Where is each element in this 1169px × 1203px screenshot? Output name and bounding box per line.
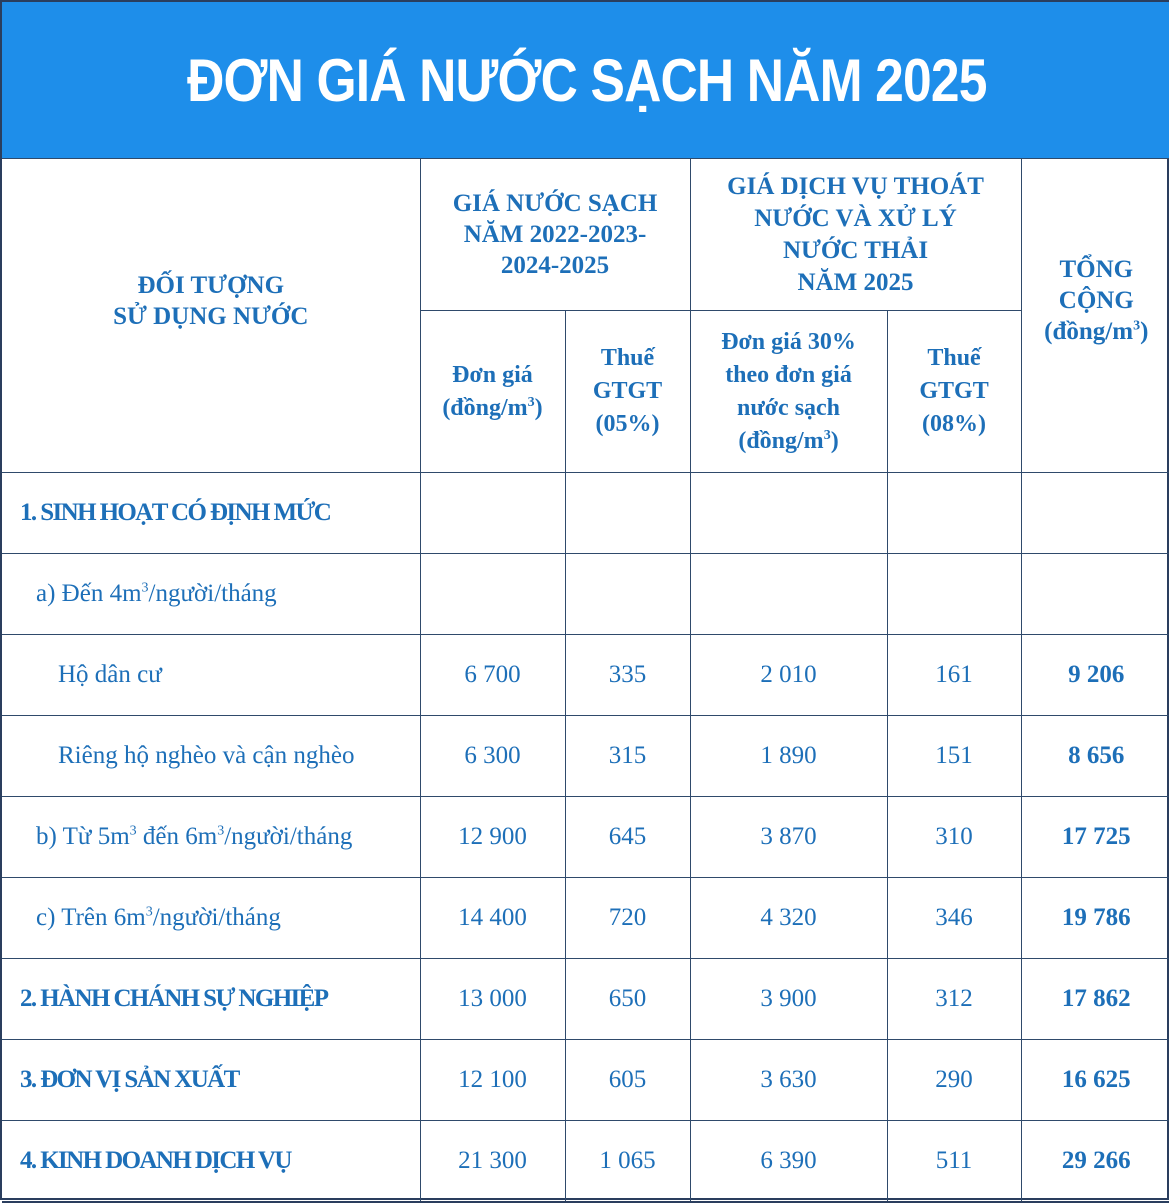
row-label: Riêng hộ nghèo và cận nghèo bbox=[2, 716, 420, 797]
cell-water-price bbox=[420, 554, 565, 635]
page-title: ĐƠN GIÁ NƯỚC SẠCH NĂM 2025 bbox=[186, 46, 987, 114]
cell-drainage-price: 4 320 bbox=[690, 878, 887, 959]
cell-water-vat: 645 bbox=[565, 797, 690, 878]
cell-water-vat bbox=[565, 554, 690, 635]
cell-drainage-price: 2 010 bbox=[690, 635, 887, 716]
header-water-vat: Thuế GTGT (05%) bbox=[565, 311, 690, 473]
table-row bbox=[2, 797, 1169, 878]
table-row bbox=[2, 878, 1169, 959]
cell-water-price: 13 000 bbox=[420, 959, 565, 1040]
cell-water-price: 12 900 bbox=[420, 797, 565, 878]
table-row bbox=[2, 635, 1169, 716]
cell-drainage-price: 3 900 bbox=[690, 959, 887, 1040]
row-label: c) Trên $6m^3/người$/tháng bbox=[2, 878, 420, 959]
cell-drainage-price: 3 630 bbox=[690, 1040, 887, 1121]
cell-water-vat: 650 bbox=[565, 959, 690, 1040]
row-label: 1. SINH HOẠT CÓ ĐỊNH MỨC bbox=[2, 473, 420, 554]
cell-drainage-price: 6 390 bbox=[690, 1121, 887, 1203]
cell-total bbox=[1021, 554, 1169, 635]
cell-water-vat: 605 bbox=[565, 1040, 690, 1121]
row-label: Hộ dân cư bbox=[2, 635, 420, 716]
cell-water-vat bbox=[565, 473, 690, 554]
cell-total: 16 625 bbox=[1021, 1040, 1169, 1121]
cell-water-vat: 720 bbox=[565, 878, 690, 959]
cell-drainage-vat bbox=[887, 554, 1021, 635]
cell-total: 17 862 bbox=[1021, 959, 1169, 1040]
cell-drainage-vat: 161 bbox=[887, 635, 1021, 716]
header-drainage-price: Đơn giá 30% theo đơn giá nước sạch $(đồng/m^3)$ bbox=[690, 311, 887, 473]
cell-drainage-price: 3 870 bbox=[690, 797, 887, 878]
cell-drainage-price bbox=[690, 554, 887, 635]
cell-total bbox=[1021, 473, 1169, 554]
price-table bbox=[2, 158, 1169, 1203]
row-label: b) Từ $5m^3$ đến $6m^3/người$/tháng bbox=[2, 797, 420, 878]
header-water-group: GIÁ NƯỚC SẠCH NĂM 2022-2023- 2024-2025 bbox=[420, 159, 690, 311]
row-label: a) Đến $4m^3/người$/tháng bbox=[2, 554, 420, 635]
cell-water-vat: 335 bbox=[565, 635, 690, 716]
table-row bbox=[2, 1040, 1169, 1121]
cell-water-price: 12 100 bbox=[420, 1040, 565, 1121]
table-row bbox=[2, 716, 1169, 797]
table-body bbox=[2, 473, 1169, 1203]
header-total: TỔNG CỘNG $(đồng/m^3)$ bbox=[1021, 159, 1169, 473]
title-banner bbox=[2, 2, 1169, 158]
cell-water-vat: 315 bbox=[565, 716, 690, 797]
cell-drainage-vat: 310 bbox=[887, 797, 1021, 878]
cell-drainage-price bbox=[690, 473, 887, 554]
header-drainage-vat: Thuế GTGT (08%) bbox=[887, 311, 1021, 473]
cell-water-price bbox=[420, 473, 565, 554]
cell-water-price: 21 300 bbox=[420, 1121, 565, 1203]
cell-total: 29 266 bbox=[1021, 1121, 1169, 1203]
cell-drainage-vat: 290 bbox=[887, 1040, 1021, 1121]
cell-drainage-vat: 151 bbox=[887, 716, 1021, 797]
cell-water-price: 6 300 bbox=[420, 716, 565, 797]
cell-drainage-vat: 511 bbox=[887, 1121, 1021, 1203]
row-label: 2. HÀNH CHÁNH SỰ NGHIỆP bbox=[2, 959, 420, 1040]
cell-total: 19 786 bbox=[1021, 878, 1169, 959]
cell-total: 8 656 bbox=[1021, 716, 1169, 797]
header-water-price: Đơn giá $(đồng/m^3)$ bbox=[420, 311, 565, 473]
cell-drainage-vat bbox=[887, 473, 1021, 554]
header-subject: ĐỐI TƯỢNG SỬ DỤNG NƯỚC bbox=[2, 159, 420, 473]
cell-water-price: 14 400 bbox=[420, 878, 565, 959]
cell-drainage-vat: 346 bbox=[887, 878, 1021, 959]
table-row bbox=[2, 473, 1169, 554]
cell-water-vat: 1 065 bbox=[565, 1121, 690, 1203]
cell-drainage-vat: 312 bbox=[887, 959, 1021, 1040]
table-row bbox=[2, 959, 1169, 1040]
cell-total: 17 725 bbox=[1021, 797, 1169, 878]
row-label: 3. ĐƠN VỊ SẢN XUẤT bbox=[2, 1040, 420, 1121]
cell-water-price: 6 700 bbox=[420, 635, 565, 716]
table-row bbox=[2, 554, 1169, 635]
cell-drainage-price: 1 890 bbox=[690, 716, 887, 797]
table-row bbox=[2, 1121, 1169, 1203]
header-drainage-group: GIÁ DỊCH VỤ THOÁT NƯỚC VÀ XỬ LÝ NƯỚC THẢI NĂM 2025 bbox=[690, 159, 1021, 311]
row-label: 4. KINH DOANH DỊCH VỤ bbox=[2, 1121, 420, 1203]
cell-total: 9 206 bbox=[1021, 635, 1169, 716]
